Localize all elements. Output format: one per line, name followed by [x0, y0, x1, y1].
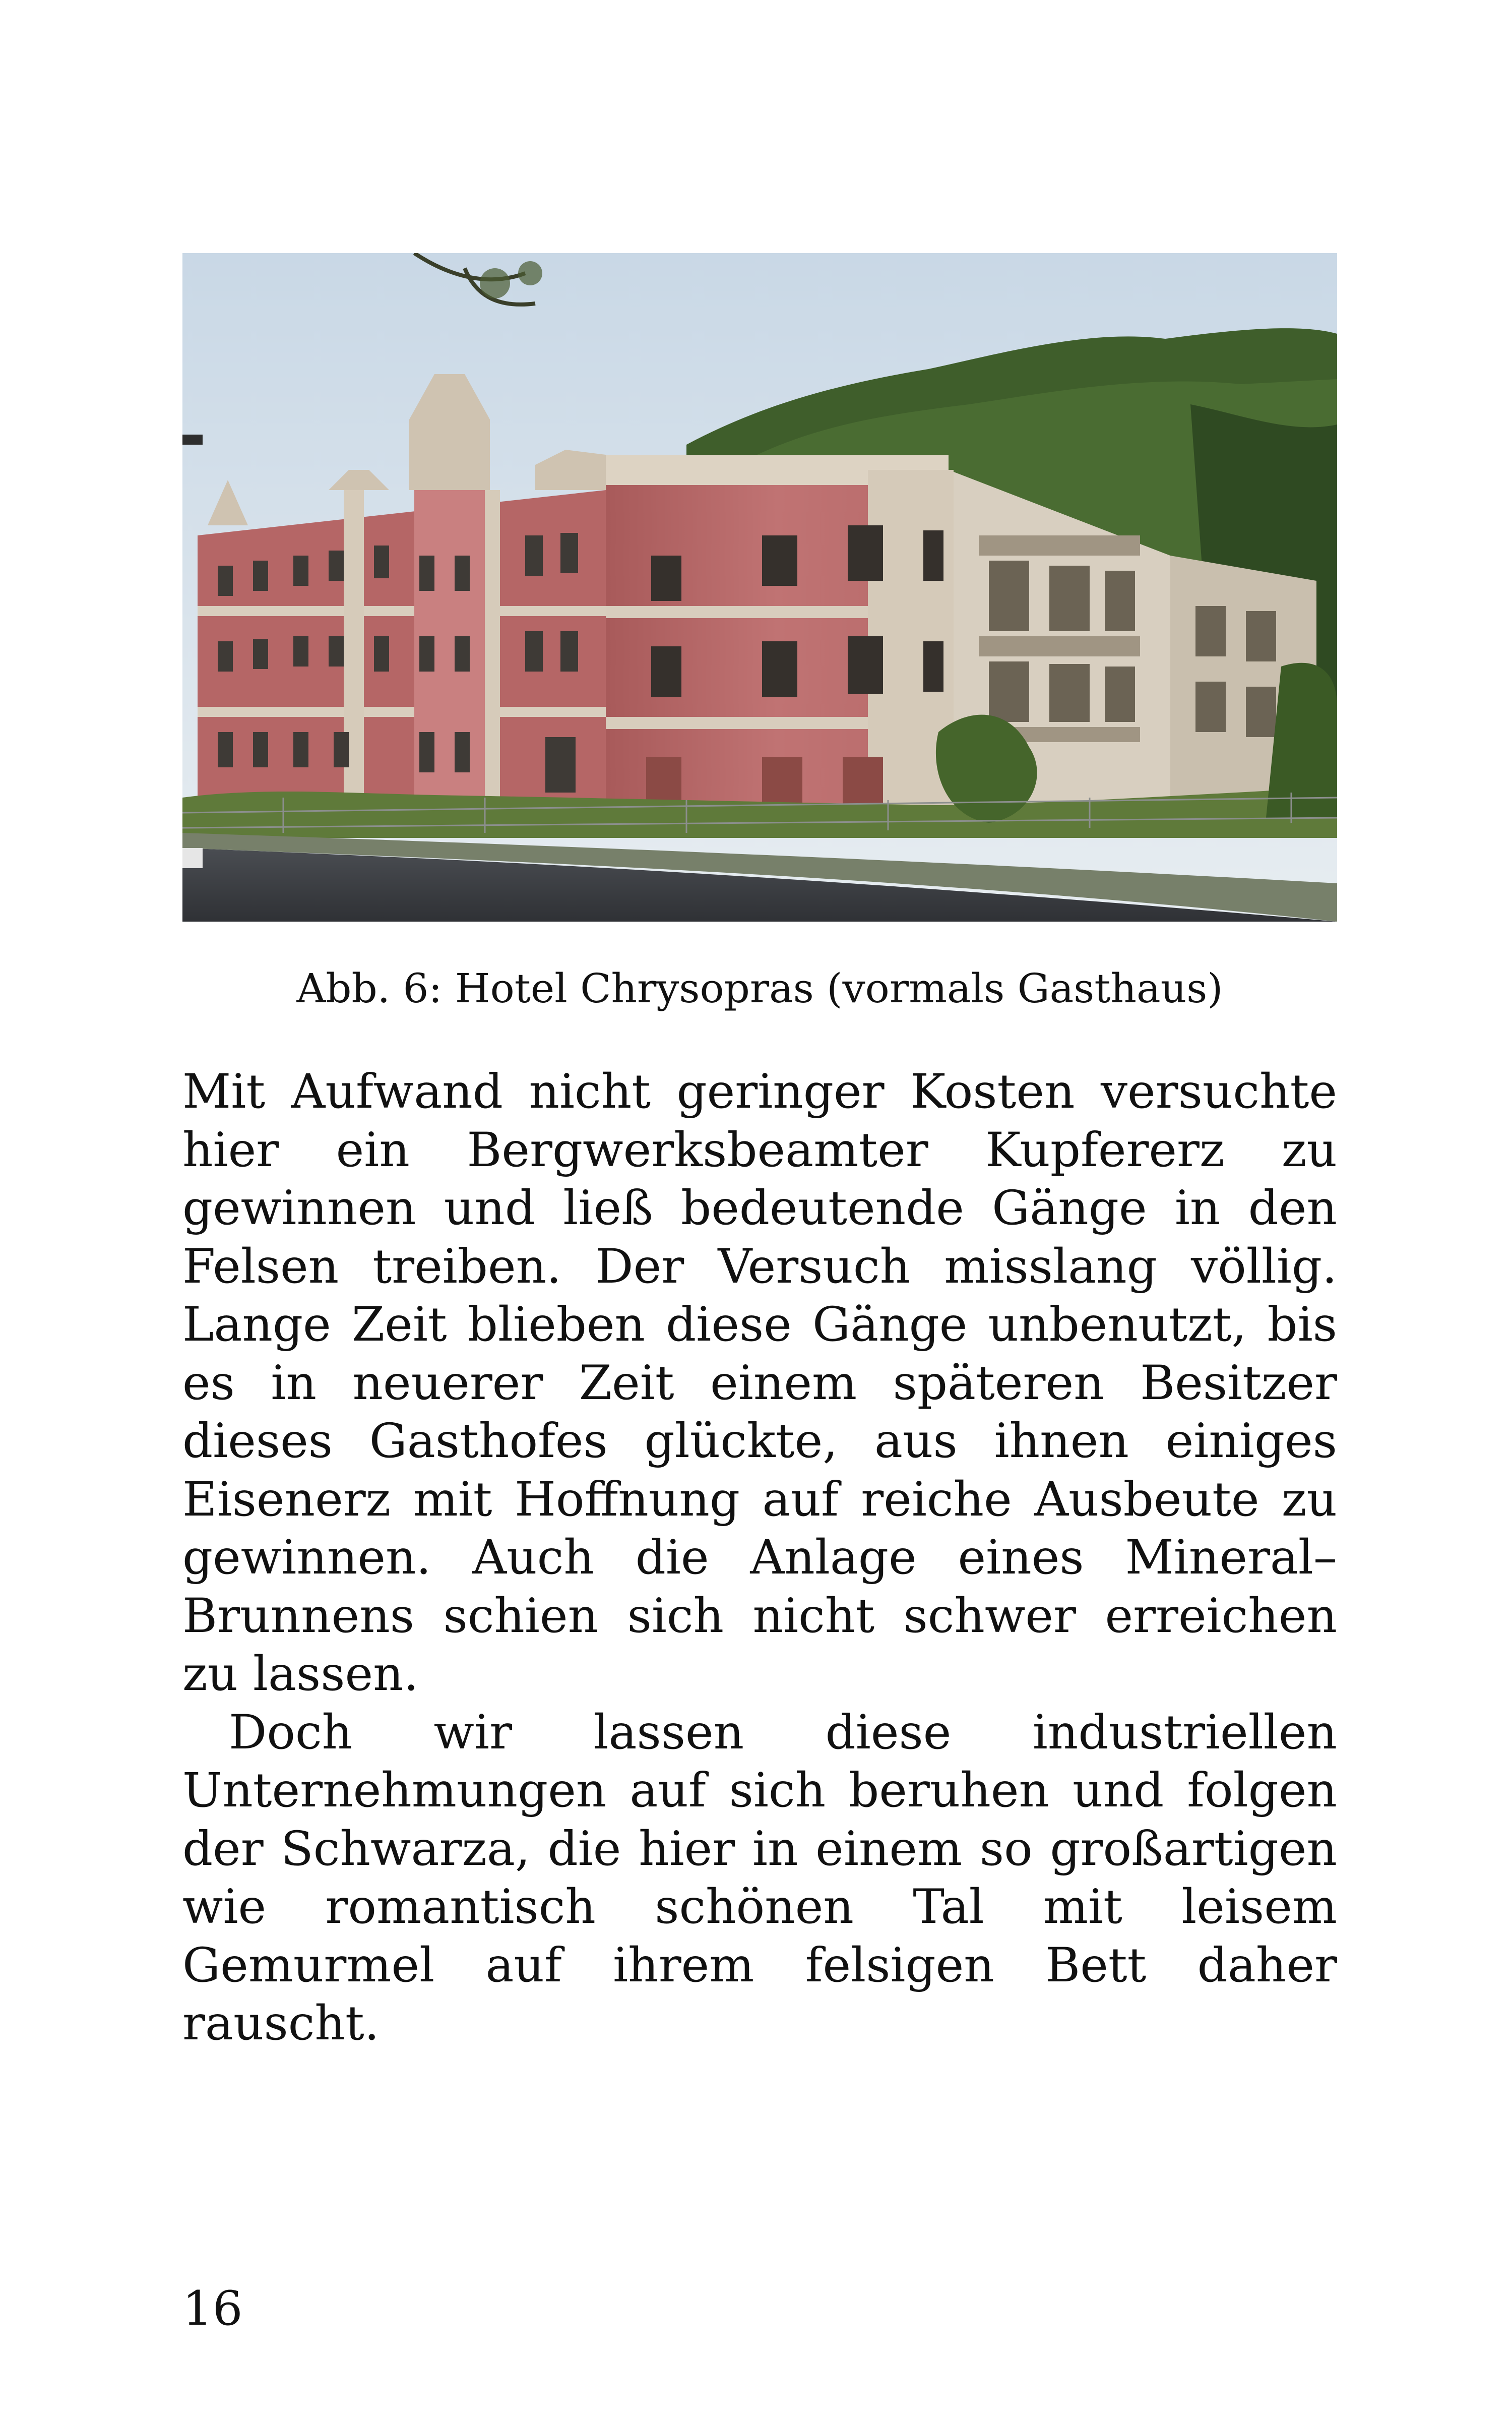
body-text [182, 1063, 1337, 2053]
paragraph-1: Mit Aufwand nicht geringer Kosten versuchte hier ein Bergwerksbeamter Kupfererz zu gewinnen und ließ bedeutende Gänge in den Felsen treiben. Der Versuch misslang völlig. Lange Zeit blieben diese Gänge unbenutzt, bis es in neuerer Zeit einem späteren Besitzer dieses Gasthofes glückte, aus ihnen einiges Eisenerz mit Hoffnung auf reiche Ausbeute zu gewinnen. Auch die Anlage eines Mineral–Brunnens schien sich nicht schwer erreichen zu lassen. [182, 1064, 1337, 1702]
paragraph-2: Doch wir lassen diese industriellen Unternehmungen auf sich beruhen und folgen der Schwarza, die hier in einem so großartigen wie romantisch schönen Tal mit leisem Gemurmel auf ihrem felsigen Bett daher rauscht. [182, 1705, 1337, 2051]
figure-caption: Abb. 6: Hotel Chrysopras (vormals Gasthaus) [296, 965, 1223, 1012]
figure-photo-hotel [182, 253, 1337, 922]
hotel-photo-image [182, 253, 1337, 922]
page-number: 16 [182, 2281, 243, 2336]
